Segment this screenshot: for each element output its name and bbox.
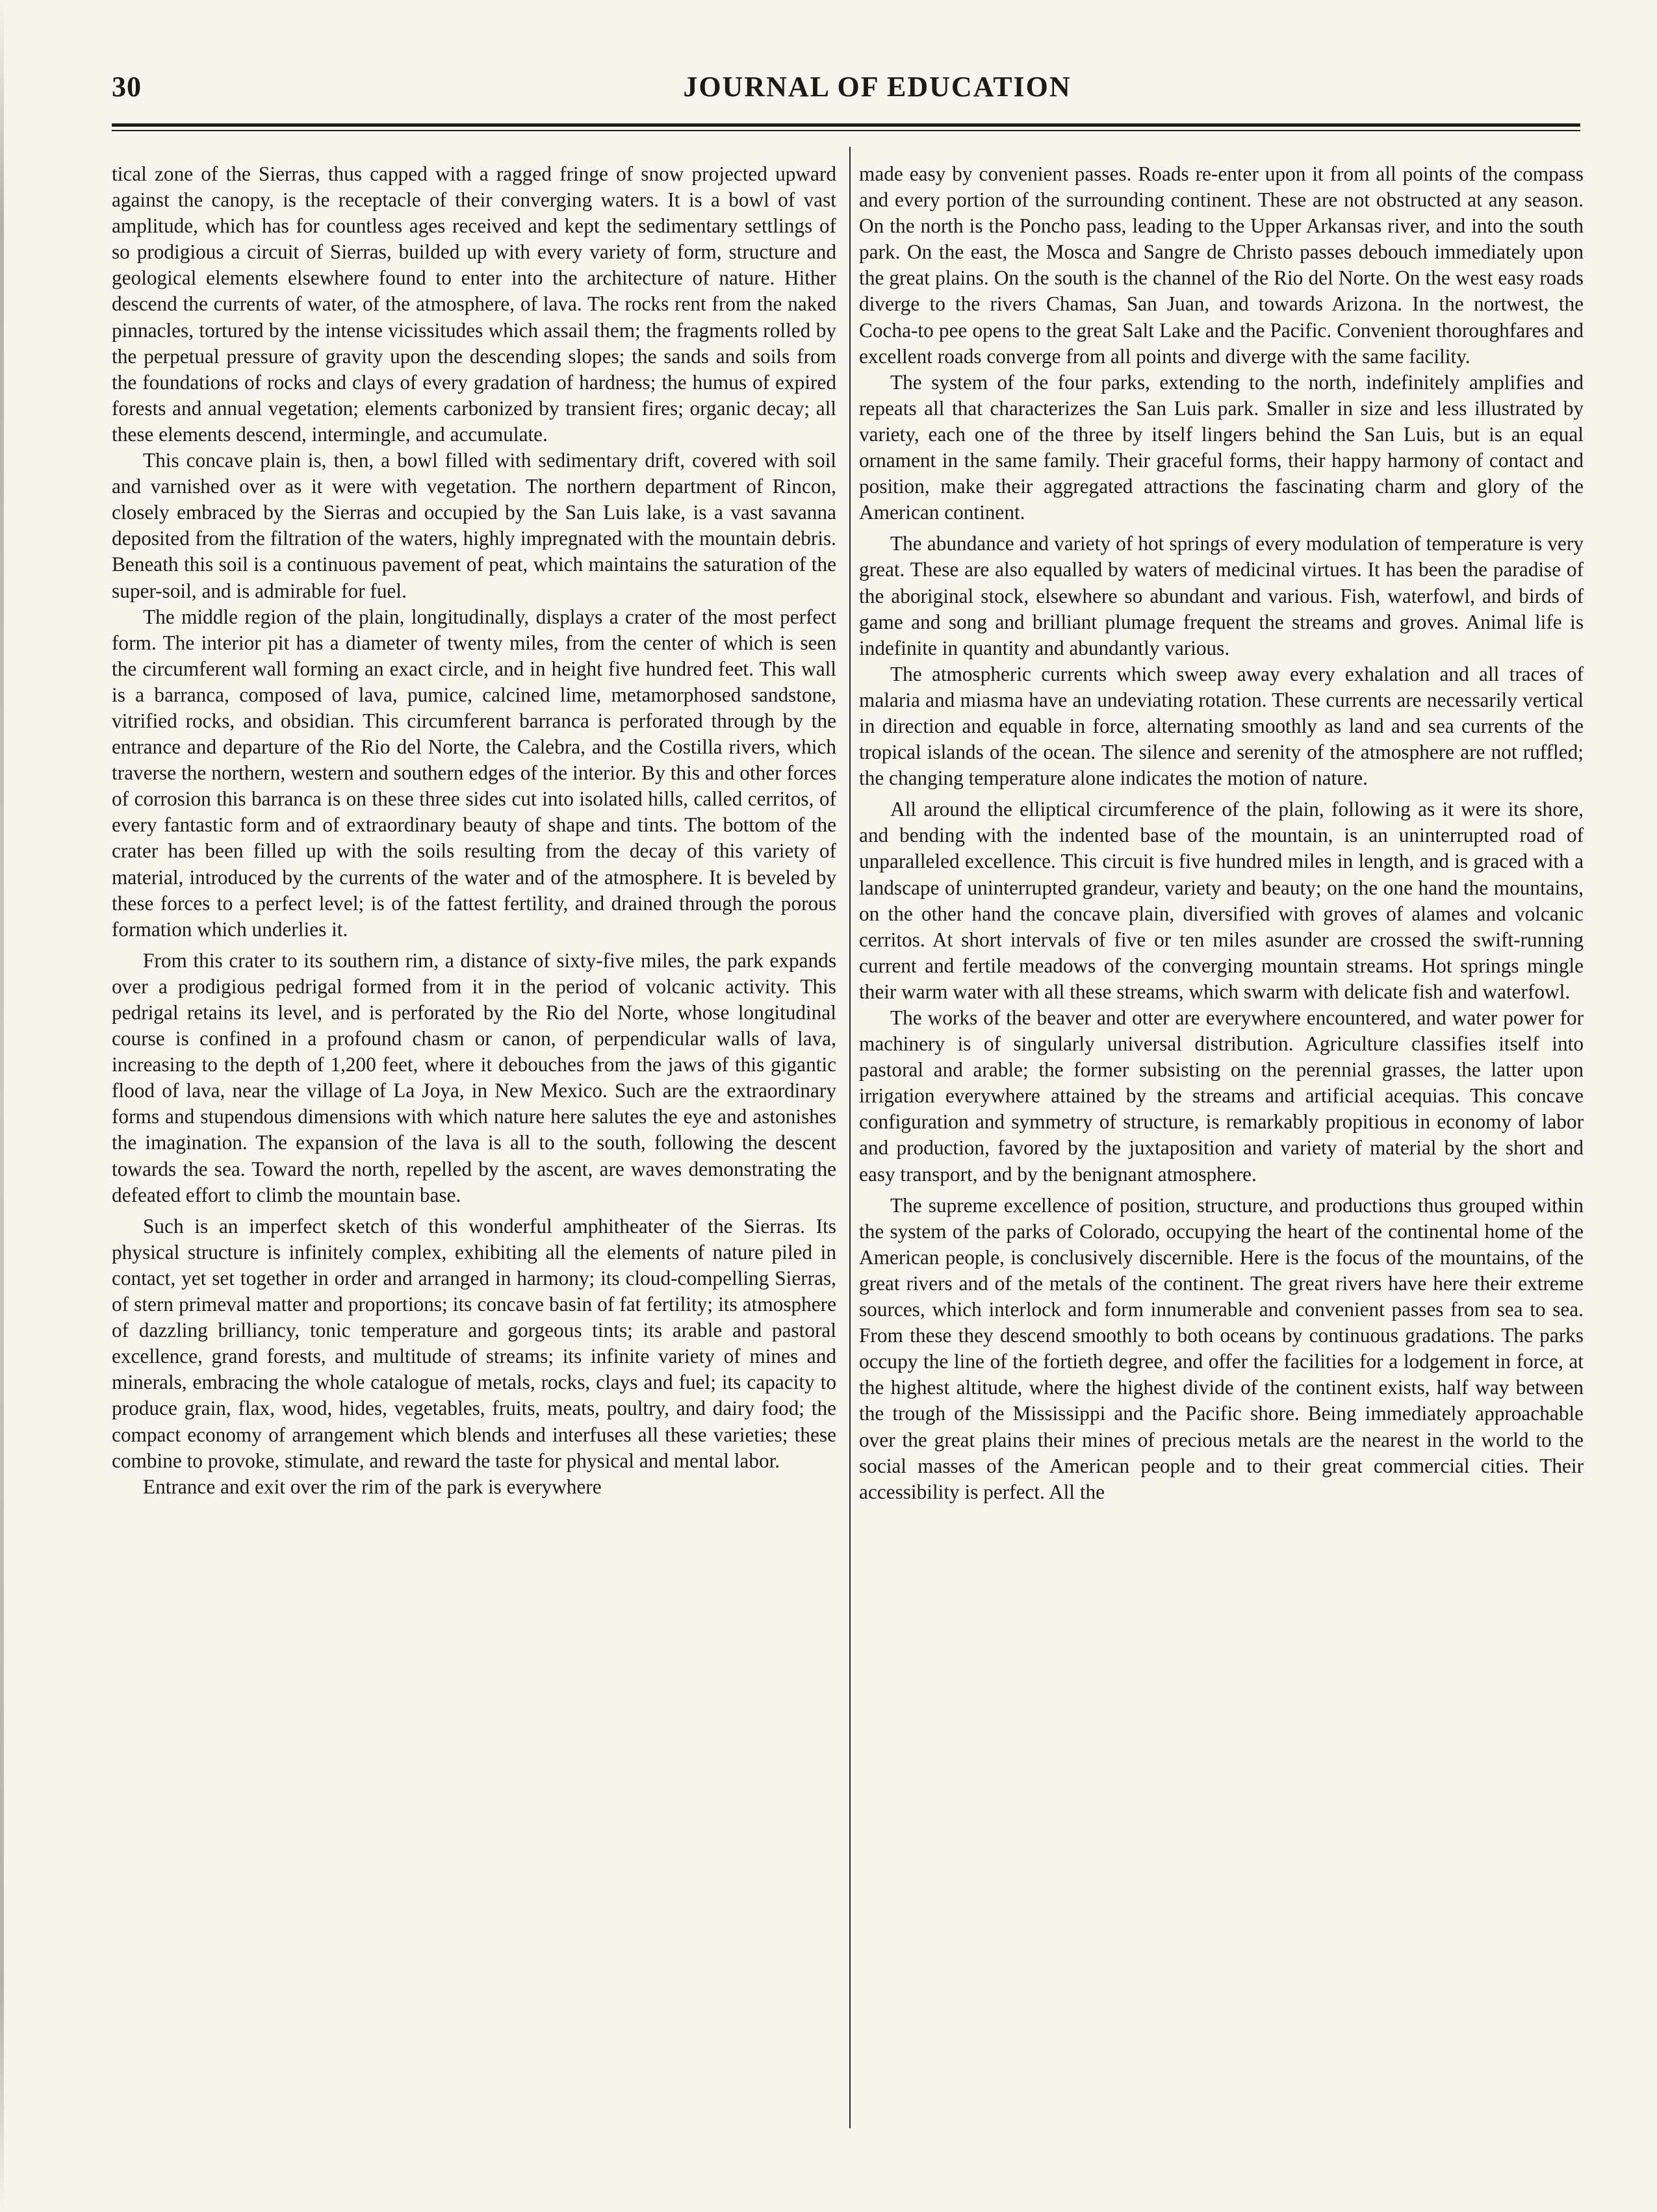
column-divider <box>849 147 851 2128</box>
paragraph: The abundance and variety of hot springs of every modulation of temperature is very great. These are also equalled by waters of medicinal virtues. It has been the paradise of the aboriginal stock, elsewhere so abundant and various. Fish, waterfowl, and birds of game and song and brilliant plumage frequent the streams and groves. Animal life is indefinite in quantity and abundantly various. <box>859 532 1584 659</box>
paragraph: This concave plain is, then, a bowl filled with sedimentary drift, covered with soil and varnished over as it were with vegetation. The northern department of Rincon, closely embraced by the Sierras and occupied by the San Luis lake, is a vast savanna deposited from the filtration of the waters, highly impregnated with the mountain debris. Beneath this soil is a continuous pavement of peat, which maintains the saturation of the super-soil, and is admirable for fuel. <box>112 449 836 602</box>
right-column <box>859 161 1584 2123</box>
page-edge-shadow <box>0 0 4 2212</box>
paragraph: Such is an imperfect sketch of this wonderful amphitheater of the Sierras. Its physical structure is infinitely complex, exhibiting all the elements of nature piled in contact, yet set together in order and arranged in harmony; its cloud-compelling Sierras, of stern primeval matter and proportions; its concave basin of fat fertility; its atmosphere of dazzling brilliancy, tonic temperature and gorgeous tints; its arable and pastoral excellence, grand forests, and multitude of streams; its infinite variety of mines and minerals, embracing the whole catalogue of metals, rocks, clays and fuel; its capacity to produce grain, flax, wood, hides, vegetables, fruits, meats, poultry, and dairy food; the compact economy of arrangement which blends and interfuses all these varieties; these combine to provoke, stimulate, and reward the taste for physical and mental labor. <box>112 1214 836 1472</box>
paragraph: All around the elliptical circumference of the plain, following as it were its shore, and bending with the indented base of the mountain, is an uninterrupted road of unparalleled excellence. This circuit is five hundred miles in length, and is graced with a landscape of uninterrupted grandeur, variety and beauty; on the one hand the mountains, on the other hand the concave plain, diversified with groves of alames and volcanic cerritos. At short intervals of five or ten miles asunder are crossed the swift-running current and fertile meadows of the converging mountain streams. Hot springs mingle their warm water with all these streams, which swarm with delicate fish and waterfowl. <box>859 798 1584 1003</box>
running-head: JOURNAL OF EDUCATION <box>683 71 1072 103</box>
paragraph: The system of the four parks, extending to the north, indefinitely amplifies and repeats all that characterizes the San Luis park. Smaller in size and less illustrated by variety, each one of the three by itself lingers behind the San Luis, but is an equal ornament in the same family. Their graceful forms, their happy harmony of contact and position, make their aggregated attractions the fascinating charm and glory of the American continent. <box>859 370 1584 524</box>
left-column <box>112 161 836 2123</box>
paragraph: The supreme excellence of position, structure, and productions thus grouped within the system of the parks of Colorado, occupying the heart of the continental home of the American people, is conclusively discernible. Here is the focus of the mountains, of the great rivers and of the metals of the continent. The great rivers have here their extreme sources, which interlock and form innumerable and convenient passes from sea to sea. From these they descend smoothly to both oceans by continuous gradations. The parks occupy the line of the fortieth degree, and offer the facilities for a lodgement in force, at the highest altitude, where the highest divide of the continent exists, half way between the trough of the Mississippi and the Pacific shore. Being immediately approachable over the great plains their mines of precious metals are the nearest in the world to the social masses of the American people and to their great commercial cities. Their accessibility is perfect. All the <box>859 1193 1584 1503</box>
paragraph: The middle region of the plain, longitudinally, displays a crater of the most perfect form. The interior pit has a diameter of twenty miles, from the center of which is seen the circumferent wall forming an exact circle, and in height five hundred feet. This wall is a barranca, composed of lava, pumice, calcined lime, metamorphosed sandstone, vitrified rocks, and obsidian. This circumferent barranca is perforated through by the entrance and departure of the Rio del Norte, the Calebra, and the Costilla rivers, which traverse the northern, western and southern edges of the interior. By this and other forces of corrosion this barranca is on these three sides cut into isolated hills, called cerritos, of every fantastic form and of extraordinary beauty of shape and tints. The bottom of the crater has been filled up with the soils resulting from the decay of this variety of material, introduced by the currents of the water and of the atmosphere. It is beveled by these forces to a perfect level; is of the fattest fertility, and drained through the porous formation which underlies it. <box>112 605 836 941</box>
paragraph: tical zone of the Sierras, thus capped with a ragged fringe of snow projected upward against the canopy, is the receptacle of their converging waters. It is a bowl of vast amplitude, which has for countless ages received and kept the sedimentary settlings of so prodigious a circuit of Sierras, builded up with every variety of form, structure and geological elements elsewhere found to enter into the architecture of nature. Hither descend the currents of water, of the atmosphere, of lava. The rocks rent from the naked pinnacles, tortured by the intense vicissitudes which assail them; the fragments rolled by the perpetual pressure of gravity upon the descending slopes; the sands and soils from the foundations of rocks and clays of every gradation of hardness; the humus of expired forests and annual vegetation; elements carbonized by transient fires; organic decay; all these elements descend, intermingle, and accumulate. <box>112 162 836 446</box>
header-rule-thin <box>112 130 1580 131</box>
paragraph: made easy by convenient passes. Roads re-enter upon it from all points of the compass and every portion of the surrounding continent. These are not obstructed at any season. On the north is the Poncho pass, leading to the Upper Arkansas river, and into the south park. On the east, the Mosca and Sangre de Christo passes debouch immediately upon the great plains. On the south is the channel of the Rio del Norte. On the west easy roads diverge to the rivers Chamas, San Juan, and towards Arizona. In the nortwest, the Cocha-to pee opens to the great Salt Lake and the Pacific. Convenient thoroughfares and excellent roads converge from all points and diverge with the same facility. <box>859 162 1584 368</box>
paragraph: From this crater to its southern rim, a distance of sixty-five miles, the park expands over a prodigious pedrigal formed from it in the period of volcanic activity. This pedrigal retains its level, and is perforated by the Rio del Norte, whose longitudinal course is confined in a profound chasm or canon, of perpendicular walls of lava, increasing to the depth of 1,200 feet, where it debouches from the jaws of this gigantic flood of lava, near the village of La Joya, in New Mexico. Such are the extraordinary forms and stupendous dimensions with which nature here salutes the eye and astonishes the imagination. The expansion of the lava is all to the south, following the descent towards the sea. Toward the north, repelled by the ascent, are waves demonstrating the defeated effort to climb the mountain base. <box>112 948 836 1206</box>
header-rule-thick <box>112 123 1580 127</box>
paragraph: Entrance and exit over the rim of the park is everywhere <box>143 1475 602 1498</box>
paragraph: The atmospheric currents which sweep away every exhalation and all traces of malaria and miasma have an undeviating rotation. These currents are necessarily vertical in direction and equable in force, alternating smoothly as land and sea currents of the tropical islands of the ocean. The silence and serenity of the atmosphere are not ruffled; the changing temperature alone indicates the motion of nature. <box>859 662 1584 790</box>
page-number: 30 <box>112 71 142 103</box>
paragraph: The works of the beaver and otter are everywhere encountered, and water power for machinery is of singularly universal distribution. Agriculture classifies itself into pastoral and arable; the former subsisting on the perennial grasses, the latter upon irrigation everywhere attained by the streams and artificial acequias. This concave configuration and symmetry of structure, is remarkably propitious in economy of labor and production, favored by the juxtaposition and variety of material by the short and easy transport, and by the benignant atmosphere. <box>859 1006 1584 1186</box>
